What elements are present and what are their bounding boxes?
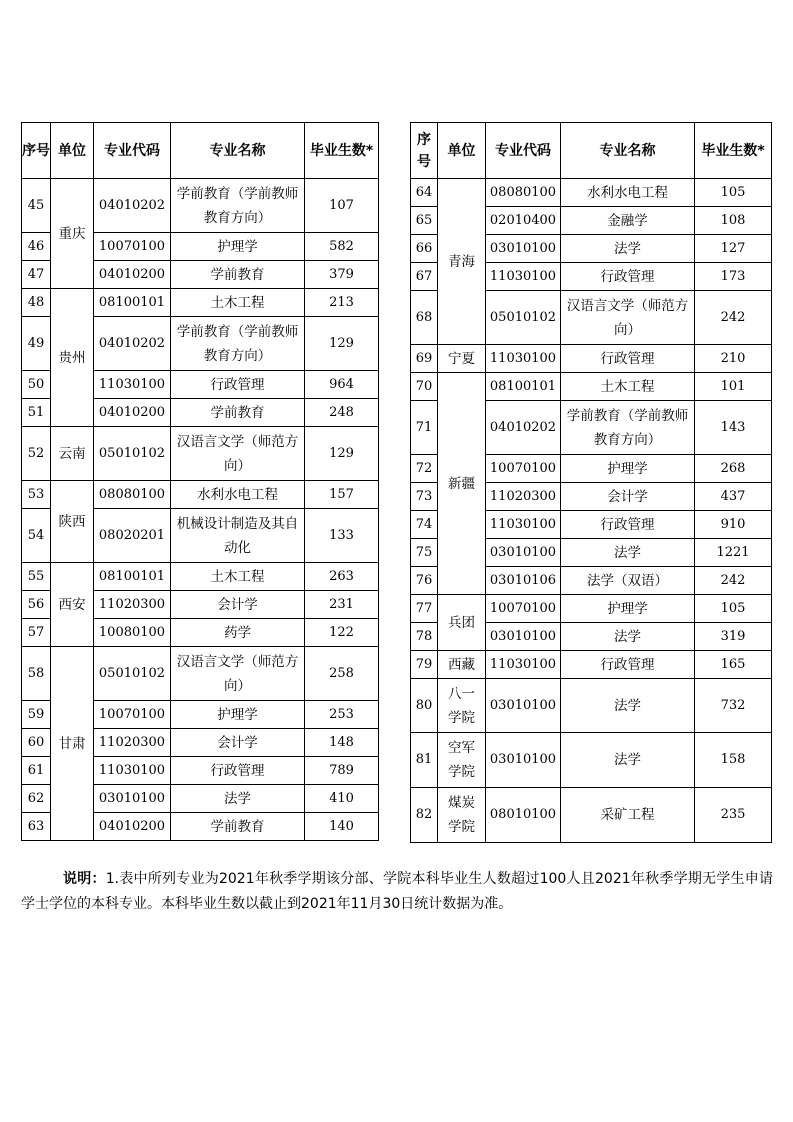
code-cell: 03010100 <box>486 539 561 567</box>
code-cell: 11030100 <box>94 757 171 785</box>
unit-cell: 陕西 <box>51 481 94 563</box>
header-seq: 序号 <box>22 123 51 179</box>
name-cell: 土木工程 <box>171 563 305 591</box>
unit-cell: 空军学院 <box>438 733 486 788</box>
table-row <box>411 345 772 373</box>
code-cell: 03010100 <box>486 733 561 788</box>
seq-cell: 45 <box>22 179 51 233</box>
count-cell: 158 <box>695 733 772 788</box>
count-cell: 235 <box>695 788 772 843</box>
count-cell: 410 <box>305 785 379 813</box>
unit-cell: 重庆 <box>51 179 94 289</box>
unit-cell: 甘肃 <box>51 647 94 841</box>
name-cell: 学前教育 <box>171 261 305 289</box>
seq-cell: 61 <box>22 757 51 785</box>
code-cell: 11030100 <box>94 371 171 399</box>
seq-cell: 55 <box>22 563 51 591</box>
seq-cell: 75 <box>411 539 438 567</box>
count-cell: 248 <box>305 399 379 427</box>
code-cell: 04010202 <box>94 317 171 371</box>
code-cell: 03010100 <box>94 785 171 813</box>
table-row <box>22 289 379 317</box>
code-cell: 11020300 <box>94 729 171 757</box>
count-cell: 133 <box>305 509 379 563</box>
code-cell: 10080100 <box>94 619 171 647</box>
name-cell: 法学（双语） <box>561 567 695 595</box>
name-cell: 机械设计制造及其自动化 <box>171 509 305 563</box>
seq-cell: 49 <box>22 317 51 371</box>
code-cell: 05010102 <box>94 647 171 701</box>
count-cell: 105 <box>695 595 772 623</box>
code-cell: 11030100 <box>486 263 561 291</box>
footnote <box>21 867 773 917</box>
name-cell: 行政管理 <box>561 263 695 291</box>
code-cell: 03010100 <box>486 623 561 651</box>
code-cell: 08080100 <box>486 179 561 207</box>
count-cell: 1221 <box>695 539 772 567</box>
seq-cell: 56 <box>22 591 51 619</box>
name-cell: 法学 <box>561 623 695 651</box>
header-row <box>411 123 772 179</box>
name-cell: 法学 <box>561 539 695 567</box>
name-cell: 行政管理 <box>171 757 305 785</box>
count-cell: 129 <box>305 427 379 481</box>
code-cell: 11030100 <box>486 651 561 679</box>
name-cell: 法学 <box>171 785 305 813</box>
count-cell: 268 <box>695 455 772 483</box>
name-cell: 水利水电工程 <box>561 179 695 207</box>
code-cell: 10070100 <box>486 455 561 483</box>
footnote-text: 1.表中所列专业为2021年秋季学期该分部、学院本科毕业生人数超过100人且2021年秋季学期无学生申请学士学位的本科专业。本科毕业生数以截止到2021年11月30日统计数据为准。 <box>21 871 773 912</box>
code-cell: 05010102 <box>486 291 561 345</box>
name-cell: 法学 <box>561 733 695 788</box>
name-cell: 学前教育（学前教师教育方向） <box>561 401 695 455</box>
seq-cell: 68 <box>411 291 438 345</box>
name-cell: 会计学 <box>171 591 305 619</box>
unit-cell: 兵团 <box>438 595 486 651</box>
name-cell: 水利水电工程 <box>171 481 305 509</box>
seq-cell: 53 <box>22 481 51 509</box>
seq-cell: 80 <box>411 679 438 733</box>
table-row <box>411 179 772 207</box>
seq-cell: 71 <box>411 401 438 455</box>
count-cell: 165 <box>695 651 772 679</box>
seq-cell: 70 <box>411 373 438 401</box>
count-cell: 910 <box>695 511 772 539</box>
seq-cell: 52 <box>22 427 51 481</box>
unit-cell: 云南 <box>51 427 94 481</box>
name-cell: 学前教育 <box>171 399 305 427</box>
count-cell: 108 <box>695 207 772 235</box>
count-cell: 213 <box>305 289 379 317</box>
name-cell: 会计学 <box>171 729 305 757</box>
table-row <box>411 679 772 733</box>
seq-cell: 73 <box>411 483 438 511</box>
seq-cell: 63 <box>22 813 51 841</box>
count-cell: 379 <box>305 261 379 289</box>
name-cell: 采矿工程 <box>561 788 695 843</box>
table-row <box>22 647 379 701</box>
header-count: 毕业生数* <box>695 123 772 179</box>
table-row <box>411 788 772 843</box>
code-cell: 08080100 <box>94 481 171 509</box>
code-cell: 03010100 <box>486 235 561 263</box>
code-cell: 03010106 <box>486 567 561 595</box>
count-cell: 732 <box>695 679 772 733</box>
unit-cell: 宁夏 <box>438 345 486 373</box>
header-name: 专业名称 <box>171 123 305 179</box>
count-cell: 101 <box>695 373 772 401</box>
header-code: 专业代码 <box>94 123 171 179</box>
code-cell: 11030100 <box>486 511 561 539</box>
seq-cell: 62 <box>22 785 51 813</box>
seq-cell: 74 <box>411 511 438 539</box>
count-cell: 157 <box>305 481 379 509</box>
unit-cell: 煤炭学院 <box>438 788 486 843</box>
seq-cell: 64 <box>411 179 438 207</box>
code-cell: 04010200 <box>94 261 171 289</box>
code-cell: 08010100 <box>486 788 561 843</box>
code-cell: 08100101 <box>94 563 171 591</box>
seq-cell: 78 <box>411 623 438 651</box>
seq-cell: 82 <box>411 788 438 843</box>
seq-cell: 65 <box>411 207 438 235</box>
footnote-label: 说明： <box>63 871 106 887</box>
unit-cell: 贵州 <box>51 289 94 427</box>
count-cell: 122 <box>305 619 379 647</box>
header-unit: 单位 <box>438 123 486 179</box>
count-cell: 140 <box>305 813 379 841</box>
count-cell: 263 <box>305 563 379 591</box>
code-cell: 05010102 <box>94 427 171 481</box>
name-cell: 护理学 <box>171 701 305 729</box>
table-row <box>22 179 379 233</box>
seq-cell: 72 <box>411 455 438 483</box>
name-cell: 土木工程 <box>171 289 305 317</box>
table-row <box>411 733 772 788</box>
footnote-paragraph <box>21 867 773 917</box>
table-row <box>22 563 379 591</box>
left-table <box>21 122 379 841</box>
count-cell: 582 <box>305 233 379 261</box>
count-cell: 437 <box>695 483 772 511</box>
header-row <box>22 123 379 179</box>
name-cell: 学前教育 <box>171 813 305 841</box>
name-cell: 汉语言文学（师范方向） <box>171 427 305 481</box>
header-seq: 序号 <box>411 123 438 179</box>
count-cell: 127 <box>695 235 772 263</box>
header-unit: 单位 <box>51 123 94 179</box>
name-cell: 行政管理 <box>561 651 695 679</box>
code-cell: 11020300 <box>94 591 171 619</box>
name-cell: 护理学 <box>561 455 695 483</box>
count-cell: 105 <box>695 179 772 207</box>
code-cell: 03010100 <box>486 679 561 733</box>
name-cell: 汉语言文学（师范方向） <box>171 647 305 701</box>
seq-cell: 66 <box>411 235 438 263</box>
code-cell: 10070100 <box>94 701 171 729</box>
count-cell: 148 <box>305 729 379 757</box>
seq-cell: 60 <box>22 729 51 757</box>
count-cell: 964 <box>305 371 379 399</box>
code-cell: 08100101 <box>94 289 171 317</box>
count-cell: 789 <box>305 757 379 785</box>
unit-cell: 青海 <box>438 179 486 345</box>
seq-cell: 79 <box>411 651 438 679</box>
count-cell: 173 <box>695 263 772 291</box>
name-cell: 土木工程 <box>561 373 695 401</box>
table-row <box>411 595 772 623</box>
right-table <box>410 122 772 843</box>
table-row <box>22 427 379 481</box>
code-cell: 04010202 <box>94 179 171 233</box>
count-cell: 253 <box>305 701 379 729</box>
code-cell: 11030100 <box>486 345 561 373</box>
name-cell: 汉语言文学（师范方向） <box>561 291 695 345</box>
count-cell: 210 <box>695 345 772 373</box>
seq-cell: 67 <box>411 263 438 291</box>
name-cell: 法学 <box>561 679 695 733</box>
code-cell: 11020300 <box>486 483 561 511</box>
seq-cell: 59 <box>22 701 51 729</box>
code-cell: 04010200 <box>94 399 171 427</box>
name-cell: 行政管理 <box>171 371 305 399</box>
name-cell: 会计学 <box>561 483 695 511</box>
name-cell: 行政管理 <box>561 345 695 373</box>
name-cell: 金融学 <box>561 207 695 235</box>
code-cell: 10070100 <box>94 233 171 261</box>
count-cell: 258 <box>305 647 379 701</box>
table-row <box>411 373 772 401</box>
code-cell: 08100101 <box>486 373 561 401</box>
seq-cell: 47 <box>22 261 51 289</box>
name-cell: 护理学 <box>171 233 305 261</box>
name-cell: 药学 <box>171 619 305 647</box>
header-code: 专业代码 <box>486 123 561 179</box>
unit-cell: 西藏 <box>438 651 486 679</box>
seq-cell: 76 <box>411 567 438 595</box>
code-cell: 04010202 <box>486 401 561 455</box>
seq-cell: 51 <box>22 399 51 427</box>
header-name: 专业名称 <box>561 123 695 179</box>
seq-cell: 57 <box>22 619 51 647</box>
count-cell: 231 <box>305 591 379 619</box>
code-cell: 10070100 <box>486 595 561 623</box>
count-cell: 242 <box>695 567 772 595</box>
seq-cell: 69 <box>411 345 438 373</box>
table-row <box>22 481 379 509</box>
seq-cell: 77 <box>411 595 438 623</box>
seq-cell: 50 <box>22 371 51 399</box>
name-cell: 行政管理 <box>561 511 695 539</box>
seq-cell: 48 <box>22 289 51 317</box>
header-count: 毕业生数* <box>305 123 379 179</box>
unit-cell: 西安 <box>51 563 94 647</box>
seq-cell: 54 <box>22 509 51 563</box>
code-cell: 08020201 <box>94 509 171 563</box>
count-cell: 107 <box>305 179 379 233</box>
name-cell: 学前教育（学前教师教育方向） <box>171 317 305 371</box>
unit-cell: 新疆 <box>438 373 486 595</box>
count-cell: 319 <box>695 623 772 651</box>
name-cell: 学前教育（学前教师教育方向） <box>171 179 305 233</box>
code-cell: 02010400 <box>486 207 561 235</box>
seq-cell: 46 <box>22 233 51 261</box>
count-cell: 242 <box>695 291 772 345</box>
code-cell: 04010200 <box>94 813 171 841</box>
count-cell: 143 <box>695 401 772 455</box>
name-cell: 法学 <box>561 235 695 263</box>
count-cell: 129 <box>305 317 379 371</box>
name-cell: 护理学 <box>561 595 695 623</box>
seq-cell: 58 <box>22 647 51 701</box>
seq-cell: 81 <box>411 733 438 788</box>
unit-cell: 八一学院 <box>438 679 486 733</box>
table-row <box>411 651 772 679</box>
